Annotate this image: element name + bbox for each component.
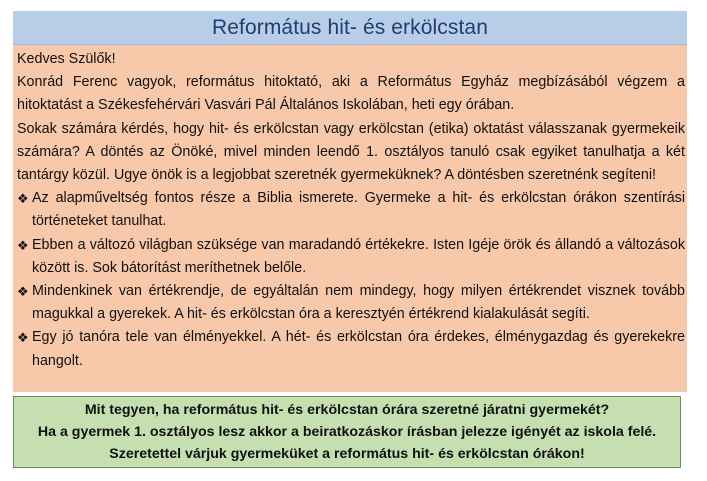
bullet-text: Ebben a változó világban szüksége van maradandó értékekre. Isten Igéje örök és állandó a változások között is. Sok bátorítást meríthetnek belőle. — [32, 236, 685, 276]
greeting: Kedves Szülők! — [17, 51, 116, 67]
callout-instruction: Ha a gyermek 1. osztályos lesz akkor a beiratkozáskor írásban jelezze igényét az iskola felé. — [37, 423, 657, 440]
diamond-bullet-icon: ❖ — [17, 284, 29, 300]
bullet-item — [17, 234, 685, 280]
letter-body — [13, 45, 687, 392]
question-paragraph: Sokak számára kérdés, hogy hit- és erkölcstan vagy erkölcstan (etika) oktatást válasszanak gyermekeik számára? A döntés az Önöké, mivel minden leendő 1. osztályos tanuló csak egyiket tanulhatja a két tantárgy közül. Ugye önök is a legjobbat szeretnék gyermeküknek? A döntésben szeretnénk segíteni! — [17, 120, 685, 184]
diamond-bullet-icon: ❖ — [17, 330, 29, 346]
bullet-item — [17, 326, 685, 372]
bullet-item — [17, 280, 685, 326]
callout-question: Mit tegyen, ha református hit- és erkölcstan órára szeretné járatni gyermekét? — [84, 401, 610, 418]
diamond-bullet-icon: ❖ — [17, 191, 29, 207]
bullet-text: Mindenkinek van értékrendje, de egyáltalán nem mindegy, hogy milyen értékrendet visznek tovább magukkal a gyerekek. A hit- és erkölcstan óra a keresztyén értékrend kialakulását segíti. — [32, 283, 685, 323]
title-banner — [13, 11, 687, 45]
callout-welcome: Szeretettel várjuk gyermeküket a református hit- és erkölcstan órákon! — [109, 446, 585, 463]
intro-paragraph: Konrád Ferenc vagyok, református hitoktató, aki a Református Egyház megbízásából végzem a hitoktatást a Székesfehérvári Vasvári Pál Általános Iskolában, heti egy órában. — [17, 74, 685, 114]
bullet-text: Egy jó tanóra tele van élményekkel. A hét- és erkölcstan óra érdekes, élménygazdag és gyerekekre hangolt. — [32, 329, 685, 369]
page-title: Református hit- és erkölcstan — [211, 15, 488, 39]
bullet-item — [17, 187, 685, 233]
bullet-text: Az alapműveltség fontos része a Biblia ismerete. Gyermeke a hit- és erkölcstan órákon szentírási történeteket tanulhat. — [32, 190, 685, 230]
callout-box — [13, 396, 681, 468]
diamond-bullet-icon: ❖ — [17, 237, 29, 253]
